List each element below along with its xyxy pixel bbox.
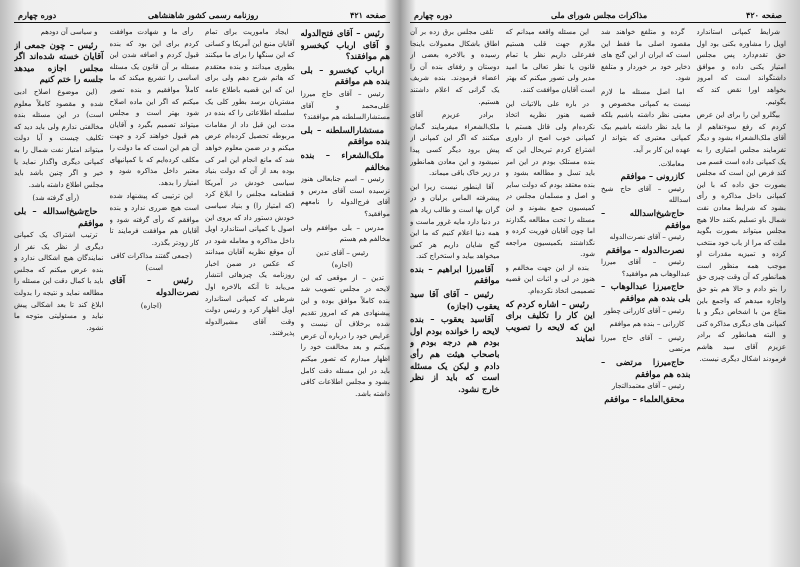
text-column [697, 27, 787, 567]
paragraph: ایجاد ماموریت برای تمام آقایان منبع این آمریکا و کسانی که این سنگها را برای ما میکنند بطوری میدانند و بنده معتقدم که هاتم شرح دهم ولی برای این که این قضیه باطلاع عامه مشتریان برسد بطور کلی یک سلسله اطلاعاتی را که بنده در مدت این قبل داد از مقامات مربوطه تحصیل کرده‌ام عرض میکنم و در ضمن معلوم خواهد شد که مانع انجام این امر کی بوده بعد از آن که دولت بنیاد سیاسی خودش در آمریکا قطعنامه مجلس را ابلاغ کرد (که امتیاز را) و بنیاد سیاسی خودش دستور داد که بروی این اصول با کمپانی استاندارد اویل داخل مذاکره و معامله شود در آن موقع نظریه آقایان میدانند که عکس در ضمن اخبار روزنامه یک چیزهائی انتشار می‌یابد تا آنکه بالاخره اول شرطی که کمپانی استاندارد اویل اظهار کرد و رئیس دولت وقت آقای مشیرالدوله پذیرفتند. [205, 28, 295, 338]
speaker-line: محقق‌العلماء – موافقم [604, 394, 685, 405]
paragraph: ترتیب اشتراک یک کمپانی دیگری از نظر یک نفر از نمایندگان هیچ اشکالی ندارد و بنده عرض میکنم که مجلس باید با کمال دقت این مسئله را مطالعه نماید و نتیجه را بدولت ابلاغ کند تا بعد اشکالی پیش نیاید و مسئولیتی متوجه ما نشود. [14, 231, 104, 332]
paragraph: رئیس – آقای کازرانی چطور [603, 306, 685, 315]
paragraph: در باره علی بالاتیات این قضیه هنوز نظریه اتخاذ نکرده‌ام ولی قائل هستم با کمپانی خوب اصح از داوری اشتراع کردم تبریحال این که بنده مستلک بودم در این امر باید تسل و مطالعه بشود و بنده معتقد بودم که دولت سایر و اصل و مسلمان مجلس در کمیسیون جمع بشوند و این مسئله را تحت مطالعه بگذارند اما چون آقایان فوریت کرده و نگذاشتند بکمیسیون مراجعه شود. [505, 99, 595, 259]
centered-note: (اجازه) [331, 261, 353, 270]
paragraph: رئیس – آقای نصرت‌الدوله [609, 233, 685, 242]
paragraph: این ترتیبی که پیشنهاد شده است هیچ ضرری ندارد و بنده موافقم که رأی گرفته شود و آقایان هم موافقت فرمایند تا کار زودتر بگذرد. [109, 192, 199, 247]
speaker-line: رئیس – آقای نصرت‌الدوله [109, 276, 199, 299]
paragraph: رئیس – آقای حاج میرزا علی‌محمد و آقای مستشارالسلطنه هم موافقند؟ [300, 89, 390, 122]
paragraph: این مسئله واقعه میدانم که ملازم جهت قلب هستیم فقرعلی داریم نظر یا تمام قانون یا نظر تعالی ما امید مدیر ولی تصور میکنم که بهتر است آقایان موافقت کنند. [505, 28, 595, 94]
paragraph: اما اصل مسئله ما لازم نیست به کمپانی مخصوص و معینی نظر داشته باشیم بلکه ما باید نظر داشته باشیم بیک کمپانی معتبری که بتواند از عهده این کار بر آید. [601, 87, 691, 154]
paragraph: برادر عزیزم آقای ملک‌الشعراء میفرمایند گمان میکنند که اگر این کمپانی از پیش برود دیگر کسی پیدا نمیشود و این معادن همانطور در زیر خاک باقی میماند. [410, 111, 500, 178]
paragraph: شرایط کمپانی استاندارد اویل را مشاوره بکنی بود اول حق تقدم‌دارد پس مجلس امتیاز یکنی داده و موافق داشتگواند است که امروز بخواهد اورا نقض کند که بگوئیم. [696, 28, 786, 106]
text-column [301, 27, 391, 567]
speaker-line: حاج‌میرزا عبدالوهاب – بلی بنده هم موافقم [601, 282, 691, 305]
centered-note: (اجازه) [140, 301, 162, 310]
text-column [14, 27, 104, 567]
text-columns [410, 27, 786, 567]
paragraph: (این موضوع اصلاح ادبی شده و مقصود کاملاً معلوم است) در این مسئله بنده مخالفتی ندارم ولی باید دید که تکلیف چیست و آیا دولت میتواند امتیاز نفت شمال را به کمپانی دیگری واگذار نماید یا خیر و اگر چنین باشد باید مجلس اطلاع داشته باشد. [14, 87, 104, 189]
header-page-number: صفحه ۴۲۰ [746, 10, 782, 20]
paragraph: رئیس – اسم جنابعالی هنوز نرسیده است آقای مدرس و آقای فرج‌الدوله را نامعهم موافقید؟ [300, 175, 390, 218]
paragraph: کازرانی – بنده هم موافقم [609, 320, 685, 329]
paragraph: مدرس – بلی موافقم ولی مخالفم هم هستم [300, 223, 390, 244]
page-header [410, 8, 786, 23]
paragraph: بنده از این جهت مخالفم و هنوز در لی و اثبات این قضیه تصمیمی اتخاذ نکرده‌ام. [505, 263, 595, 296]
speaker-line: آقامیرزا ابراهیم – بنده موافقم [410, 264, 500, 287]
speaker-line: حاج‌شیخ‌اسدالله – بلی موافقم [14, 206, 104, 229]
text-column [506, 27, 596, 567]
header-title: روزنامه رسمی کشور شاهنشاهی [147, 10, 259, 20]
speaker-line: نصرت‌الدوله – موافقم [605, 245, 685, 256]
speaker-line: رئیس – آقای آقا سید یعقوب (اجازه) [410, 290, 500, 312]
text-column [205, 27, 295, 567]
paragraph: رأی ما و شهادت موافقت کردم برای این بود که بنده قبول کردم و اضافه شدن این مسئله بر آن قانون یک مسئله اساسی را تشریع میکند که ما کاملاً موافقیم و بنده تصور میکنم که اگر این ماده اصلاح شود بهتر است و مجلس میتواند تصمیم بگیرد و آقایان هم قبول خواهند کرد و جهت آن هم این است که ما دولت را مکلف کرده‌ایم که با کمپانیهای معتبر داخل مذاکره شود و امتیاز را بدهد. [109, 28, 199, 187]
text-columns [14, 27, 390, 567]
centered-note: (رأی گرفته شد) [32, 194, 80, 203]
paragraph: تلقی مجلس برق زده بر آن اطاق باشکال معمولات باینجا رسیده و بالاخره بعضی از دوستان و رفقای بنده آن را اعضاء فرمودند. بنده شریف یک گرانی که اعلام داشتند هستیم. [410, 28, 500, 106]
paragraph: آقا اینطور نیست زیرا این پیشرفته الماس برلیان و در گران بها است و طالب زیاد هم در دنیا دارد مایه غرور ماست و همه دنیا اعلام کنیم که ما این گنج شایان داریم هر کس میخواهد بیاید و استخراج کند. [410, 182, 500, 261]
speaker-line: حاج‌شیخ‌اسدالله – موافقم [601, 208, 691, 231]
paragraph: معاملات. [658, 159, 685, 168]
speaker-line: ارباب کیخسرو – بلی بنده هم موافقم [300, 65, 390, 88]
paragraph: رئیس – آقای حاج میرزا مرتضی [601, 333, 691, 354]
paragraph: بیگلرو این را برای این عرض کردم که رفع سوءتفاهم از آقای ملک‌الشعراء بشود و دیگر تفرمایند مجلس امتیازی را به یک کمپانی داده است قسم می کند فرض این است که مجلس بصورت حق داده که با این کمپانی داخل مذاکره و رأی بشود که شرایط معادن نفت شمال باو تسلیم بکنند حالا هیچ مجلس میتواند بصورت بگوید ملت که مرا از باب خود منتخب کرده و تمیزیه مقدرات او موجب همه منظور است همانطور که آن وقت چیزی حق را بتو دادم و حالا هم بتو حق واجازه میدهم که واجمع باین متاع من با اشخاص دیگر و با کمپانی های دیگری مذاکره کنی و البته همانطور که برادر عزیزم آقای سید هاشم فرمودند اشکال دیگری نیست. [696, 111, 786, 363]
speaker-line: مستشارالسلطنه – بلی بنده موافقم [300, 125, 390, 148]
text-column [410, 27, 500, 567]
page-420 [400, 0, 800, 567]
paragraph: گرده و متلفع خواهند شد مقصود اصلی ما فقط این است که ایران از این گنج های ذخایر خود بر خوردار و متلفع شود. [601, 28, 691, 83]
speaker-line: رئیس – آقای فتح‌الدوله و آقای ارباب کیخسرو هم موافقند؟ [300, 29, 390, 63]
paragraph: رئیس – آقای معتمدالتجار [611, 382, 685, 391]
centered-note: رئیس – آقای تدین [316, 248, 369, 257]
text-column [601, 27, 691, 567]
header-title: مذاکرات مجلس شورای ملی [551, 10, 648, 20]
paragraph: و سیاسی آن دودهم [40, 28, 98, 36]
speaker-line: رئیس – چون جمعی از آقایان خسته شده‌اند اگر مجلس اجازه میدهد جلسه را ختم کنیم [14, 40, 104, 86]
header-volume: دوره چهارم [414, 10, 453, 20]
page-header [14, 8, 390, 23]
header-volume: دوره چهارم [18, 10, 57, 20]
paragraph: رئیس – آقای حاج شیخ اسدالله [601, 184, 691, 205]
speaker-line: ملک‌الشعراء – بنده مخالفم [300, 150, 390, 173]
text-column [110, 27, 200, 567]
speaker-line: حاج‌میرزا مرتضی – بنده هم موافقم [601, 358, 691, 380]
centered-note: (جمعی گفتند مذاکرات کافی است) [110, 252, 192, 272]
speaker-line: رئیس – اشاره کردم که این کار را تکلیف برای این که لایحه را تصویب نمایند [505, 299, 595, 345]
paragraph: تدین – از موقعی که این لایحه در مجلس تصویب شد بنده کاملاً موافق بوده و این پیشنهادی هم که امروز تقدیم شده برخلاف آن نیست و عرایض خود را درباره آن عرض میکنم و بعد مخالفت خود را اظهار میدارم که تصور میکنم باید در این مسئله دقت کامل بشود و مجلس اطلاعات کافی داشته باشد. [300, 273, 390, 398]
paragraph: رئیس – آقای میرزا عبدالوهاب هم موافقید؟ [601, 258, 691, 278]
speaker-line: آقاسید یعقوب – بنده لایحه را خوانده بودم اول بودم هم درجه بودم و باصحاب هیئت هم رأی دادم و لیکن یک مسئله است که باید از نظر خارج نشود. [410, 315, 500, 395]
header-page-number: صفحه ۴۲۱ [350, 10, 386, 20]
speaker-line: کازرونی – موافقم [620, 172, 685, 183]
